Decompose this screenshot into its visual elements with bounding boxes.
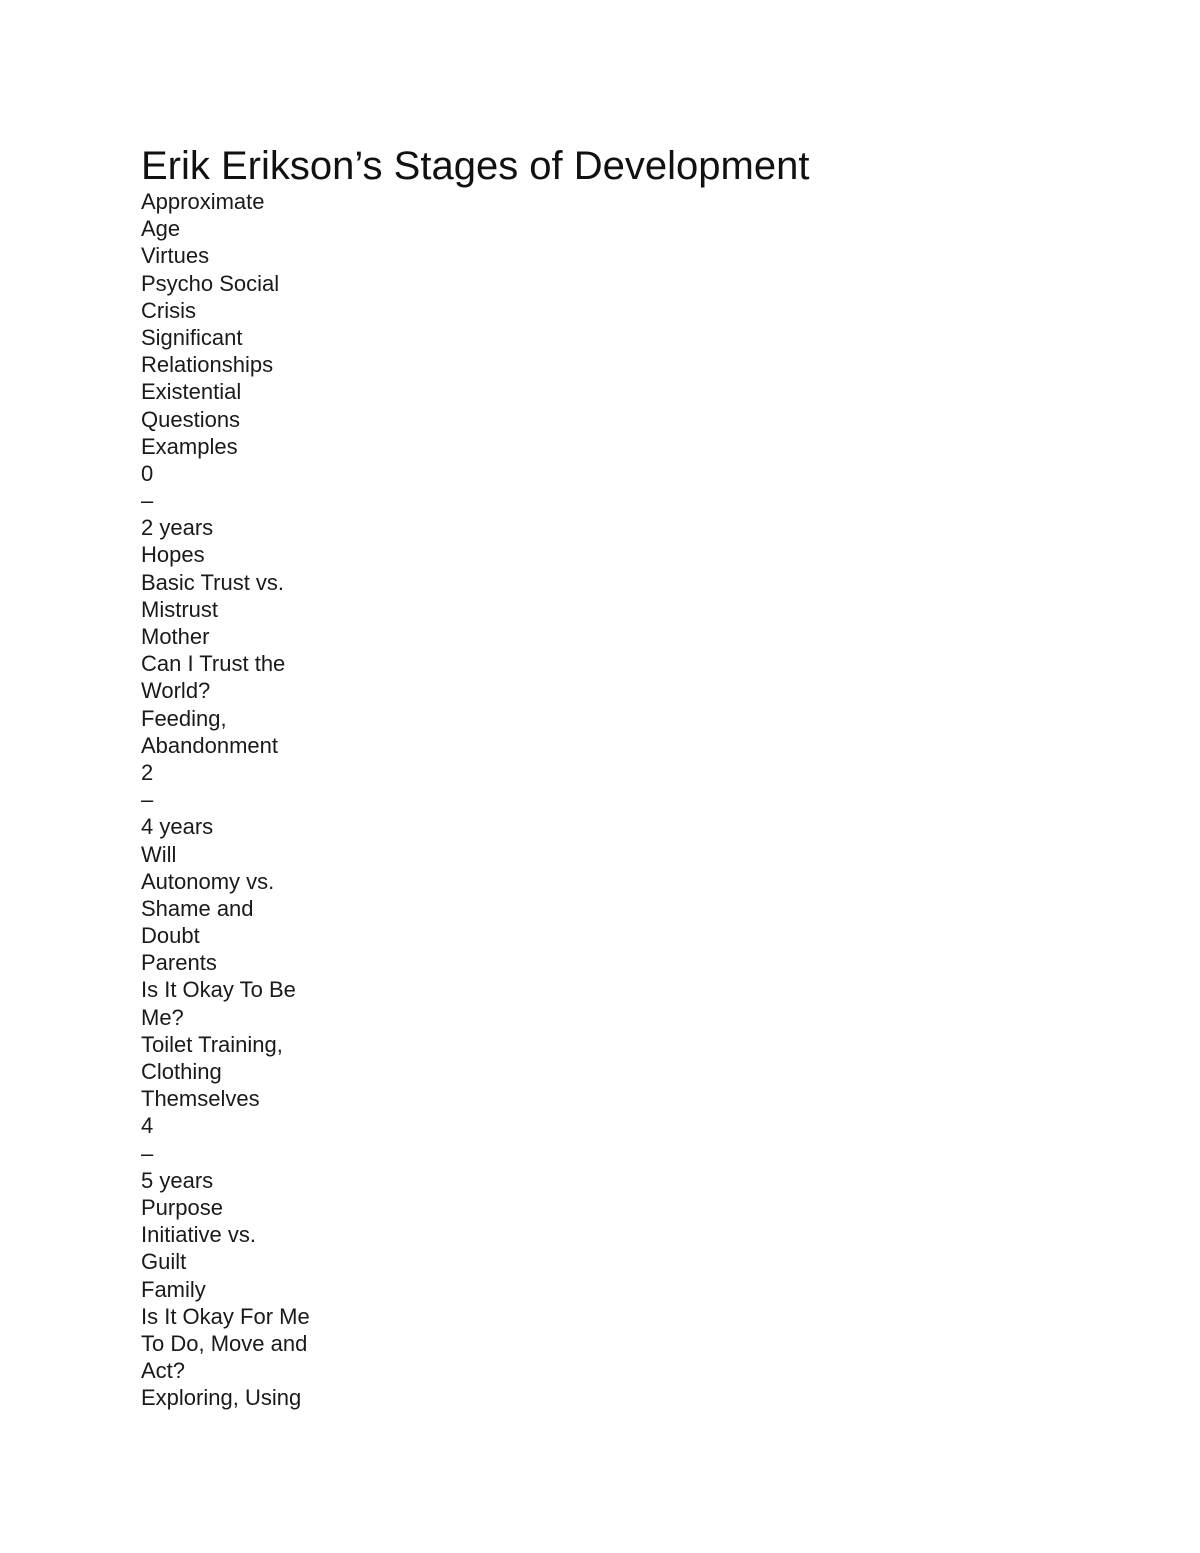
text-line: Approximate [141, 189, 265, 214]
text-lines [141, 188, 310, 1411]
text-line: Relationships [141, 352, 274, 378]
text-line: Purpose [141, 1194, 223, 1220]
text-line: To Do, Move and [141, 1330, 308, 1356]
text-line: Mother [141, 624, 210, 649]
text-line: – [141, 488, 154, 514]
text-line: Exploring, Using [141, 1385, 302, 1411]
text-line: Initiative vs. [141, 1222, 256, 1248]
text-line: Autonomy vs. [141, 868, 275, 894]
text-line: Examples [141, 433, 238, 459]
text-line: Will [141, 841, 177, 867]
text-line: Existential [141, 379, 242, 405]
text-line: Virtues [141, 243, 210, 269]
text-line: Questions [141, 406, 241, 432]
text-line: Feeding, [141, 705, 227, 731]
text-line: Mistrust [141, 596, 218, 622]
text-line: Parents [141, 950, 217, 976]
text-line: 0 [141, 460, 154, 486]
text-line: Hopes [141, 542, 205, 568]
document-title: Erik Erikson’s Stages of Development [141, 144, 810, 188]
text-line: Clothing [141, 1059, 222, 1084]
text-line: 2 [141, 759, 154, 785]
text-line: Shame and [141, 895, 254, 921]
text-line: Basic Trust vs. [141, 569, 285, 595]
text-line: Me? [141, 1004, 184, 1030]
text-line: Is It Okay To Be [141, 977, 296, 1003]
text-line: Abandonment [141, 732, 278, 758]
text-line: – [141, 1140, 154, 1166]
text-line: Can I Trust the [141, 651, 286, 677]
text-line: Psycho Social [141, 270, 280, 296]
text-line: 4 years [141, 814, 214, 840]
text-line: Family [141, 1276, 206, 1302]
text-line: Guilt [141, 1249, 187, 1275]
text-line: 2 years [141, 515, 214, 541]
text-line: Age [141, 216, 181, 242]
text-line: – [141, 787, 154, 813]
text-line: Significant [141, 324, 243, 350]
text-line: Act? [141, 1358, 186, 1384]
text-line: Is It Okay For Me [141, 1303, 310, 1329]
text-line: 4 [141, 1113, 154, 1139]
text-line: Doubt [141, 923, 200, 949]
text-line: 5 years [141, 1167, 214, 1193]
text-line: Themselves [141, 1086, 260, 1112]
text-line: Crisis [141, 297, 196, 323]
text-line: Toilet Training, [141, 1031, 283, 1057]
text-line: World? [141, 678, 211, 704]
